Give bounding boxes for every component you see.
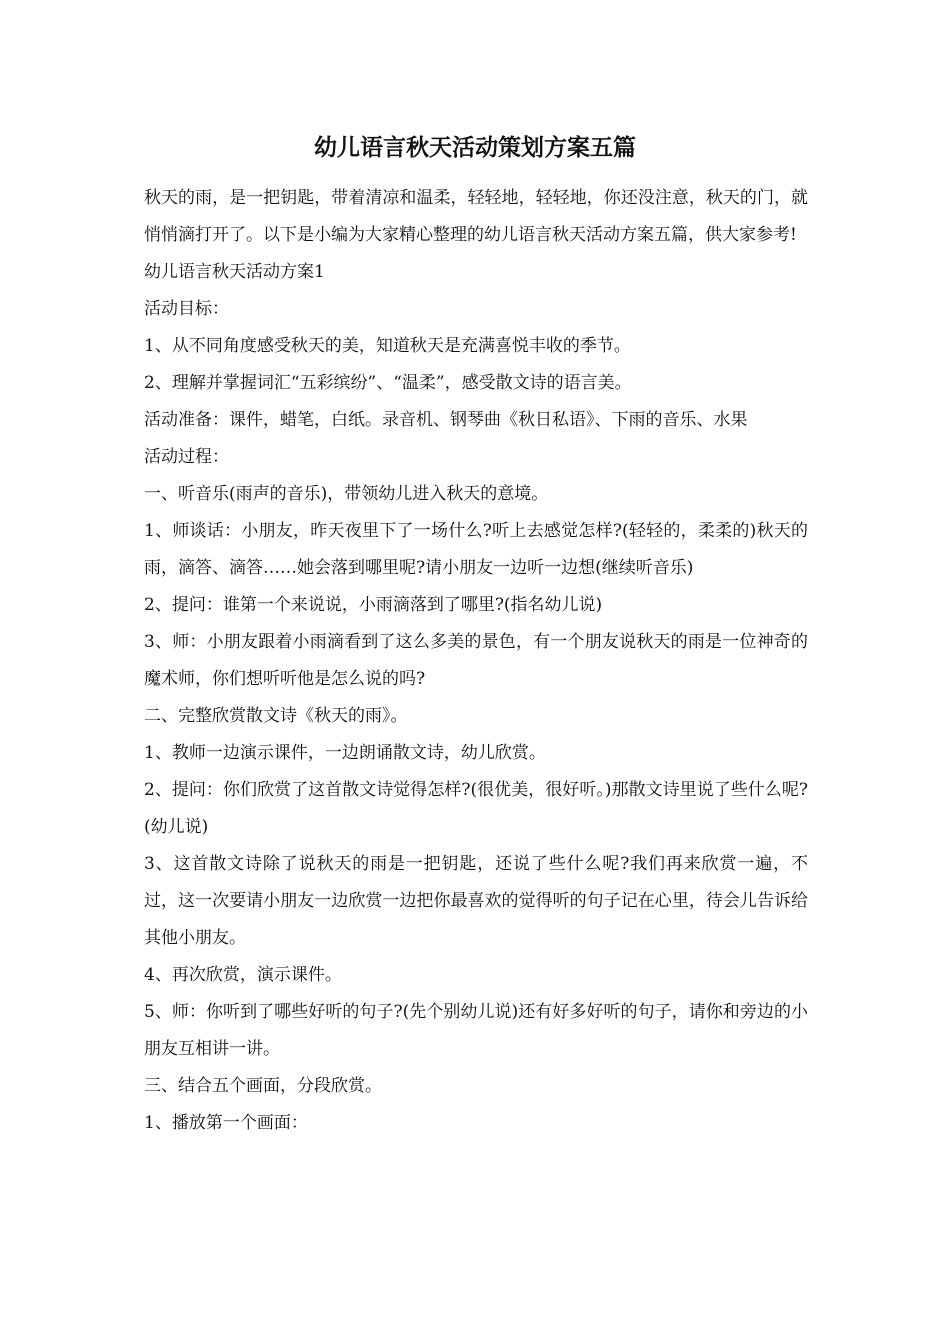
intro-paragraph: 秋天的雨，是一把钥匙，带着清凉和温柔，轻轻地，轻轻地，你还没注意，秋天的门，就悄悄滴打开了。以下是小编为大家精心整理的幼儿语言秋天活动方案五篇，供大家参考! xyxy=(144,188,808,245)
document-body xyxy=(144,180,808,1142)
paragraph: 1、播放第一个画面： xyxy=(144,1113,308,1133)
paragraph: 一、听音乐(雨声的音乐)，带领幼儿进入秋天的意境。 xyxy=(144,484,549,504)
paragraph: 活动目标： xyxy=(144,299,229,319)
document-title: 幼儿语言秋天活动策划方案五篇 xyxy=(314,134,636,161)
paragraph: 1、教师一边演示课件，一边朗诵散文诗，幼儿欣赏。 xyxy=(144,743,546,763)
paragraph: 二、完整欣赏散文诗《秋天的雨》。 xyxy=(144,706,408,726)
paragraph: 4、再次欣赏，演示课件。 xyxy=(144,965,342,985)
paragraph: 1、从不同角度感受秋天的美，知道秋天是充满喜悦丰收的季节。 xyxy=(144,336,631,356)
paragraph: 活动准备：课件，蜡笔，白纸。录音机、钢琴曲《秋日私语》、下雨的音乐、水果 xyxy=(144,410,748,430)
paragraph: 活动过程： xyxy=(144,447,229,467)
paragraph: 2、理解并掌握词汇“五彩缤纷”、“温柔”，感受散文诗的语言美。 xyxy=(144,373,632,393)
paragraph: 三、结合五个画面，分段欣赏。 xyxy=(144,1076,382,1096)
paragraph: 3、师：小朋友跟着小雨滴看到了这么多美的景色，有一个朋友说秋天的雨是一位神奇的魔术师，你们想听听他是怎么说的吗? xyxy=(144,632,808,689)
paragraph: 5、师：你听到了哪些好听的句子?(先个别幼儿说)还有好多好听的句子，请你和旁边的小朋友互相讲一讲。 xyxy=(144,1002,808,1059)
paragraph: 2、提问：谁第一个来说说，小雨滴落到了哪里?(指名幼儿说) xyxy=(144,595,603,615)
paragraph: 2、提问：你们欣赏了这首散文诗觉得怎样?(很优美，很好听。)那散文诗里说了些什么呢?(幼儿说) xyxy=(144,780,808,837)
paragraph: 1、师谈话：小朋友，昨天夜里下了一场什么?听上去感觉怎样?(轻轻的，柔柔的)秋天的雨，滴答、滴答……她会落到哪里呢?请小朋友一边听一边想(继续听音乐) xyxy=(144,521,808,578)
paragraph: 3、这首散文诗除了说秋天的雨是一把钥匙，还说了些什么呢?我们再来欣赏一遍，不过，这一次要请小朋友一边欣赏一边把你最喜欢的觉得听的句子记在心里，待会儿告诉给其他小朋友。 xyxy=(144,854,808,948)
section-heading: 幼儿语言秋天活动方案1 xyxy=(144,262,325,282)
